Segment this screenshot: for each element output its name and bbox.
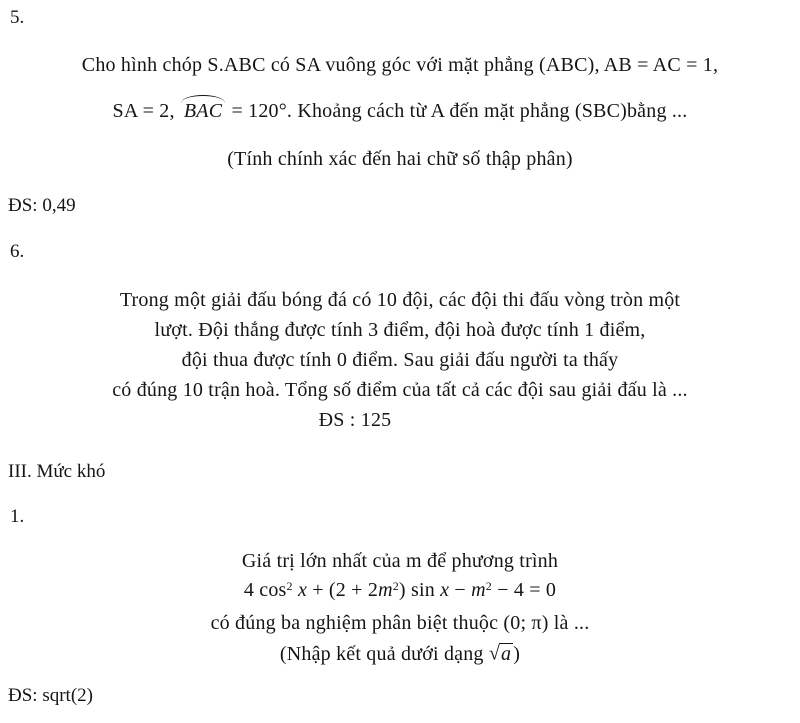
formula-term: 4 cos — [243, 579, 287, 601]
problem1-formula — [0, 577, 800, 603]
problem1-line1: Giá trị lớn nhất của m để phương trình — [241, 550, 559, 572]
problem5-line2-post: = 120°. Khoảng cách từ A đến mặt phẳng (SBC)bằng ... — [231, 100, 688, 122]
formula-exponent: 2 — [286, 579, 293, 593]
formula-term: − 4 = 0 — [491, 579, 557, 601]
problem6-line2: lượt. Đội thắng được tính 3 điểm, đội hoà được tính 1 điểm, — [154, 319, 646, 341]
problem5-line2 — [0, 98, 800, 124]
formula-term: ) sin — [398, 579, 441, 601]
sqrt-expression — [489, 641, 513, 667]
problem5-note: (Tính chính xác đến hai chữ số thập phân) — [227, 148, 573, 170]
problem6-line4: có đúng 10 trận hoà. Tổng số điểm của tất cả các đội sau giải đấu là ... — [112, 379, 688, 401]
radical-sign: √ — [488, 642, 501, 665]
formula-var-x: x — [440, 579, 450, 601]
problem5-line2-pre: SA = 2, — [112, 100, 175, 122]
formula-exponent: 2 — [392, 579, 399, 593]
angle-letters: BAC — [183, 100, 223, 122]
section-heading: III. Mức khó — [8, 461, 106, 482]
problem5-number: 5. — [10, 7, 25, 28]
formula-term: + (2 + 2 — [307, 579, 379, 601]
formula-exponent: 2 — [485, 579, 492, 593]
formula-var-m: m — [378, 579, 393, 601]
radicand: a — [501, 643, 512, 665]
problem6-line1: Trong một giải đấu bóng đá có 10 đội, các đội thi đấu vòng tròn một — [119, 289, 681, 311]
formula-var-m: m — [471, 579, 486, 601]
problem5-answer: ĐS: 0,49 — [8, 195, 76, 216]
problem6-number: 6. — [10, 241, 25, 262]
problem5-line1: Cho hình chóp S.ABC có SA vuông góc với mặt phẳng (ABC), AB = AC = 1, — [81, 54, 719, 76]
problem6-line3: đội thua được tính 0 điểm. Sau giải đấu người ta thấy — [181, 349, 619, 371]
problem1-note-close: ) — [513, 643, 521, 665]
formula-term: − — [449, 579, 472, 601]
problem1-number: 1. — [10, 506, 25, 527]
formula-var-x: x — [292, 579, 308, 601]
problem1-answer: ĐS: sqrt(2) — [8, 685, 93, 706]
problem1-note-pre: (Nhập kết quả dưới dạng — [279, 643, 489, 665]
angle-widehat — [181, 98, 225, 124]
problem6-answer: ĐS : 125 — [318, 409, 392, 431]
problem1-note — [0, 641, 800, 667]
problem1-line3: có đúng ba nghiệm phân biệt thuộc (0; π) là ... — [210, 612, 590, 634]
